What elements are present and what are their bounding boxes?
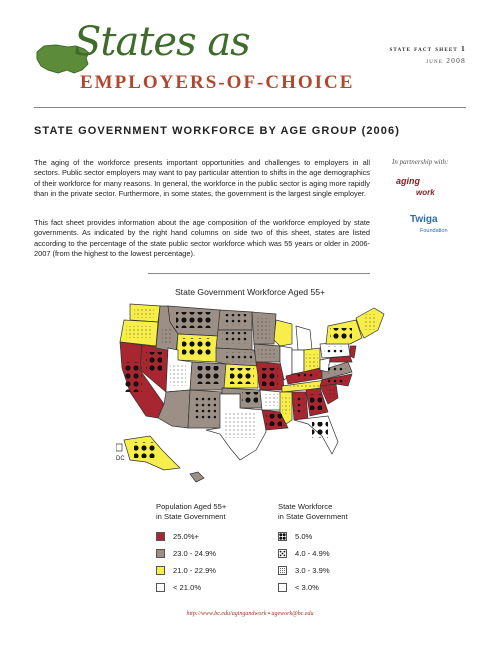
overlay-sc bbox=[326, 388, 336, 398]
legend-row-wf-3: < 3.0% bbox=[278, 579, 348, 596]
overlay-sd bbox=[222, 332, 248, 344]
population-legend-title: Population Aged 55+ in State Government bbox=[156, 502, 227, 521]
legend-swatch-pop-2 bbox=[156, 566, 165, 575]
workforce-legend-title: State Workforce in State Government bbox=[278, 502, 348, 521]
state-mi bbox=[296, 326, 312, 350]
logo-script-text: States as bbox=[74, 19, 250, 65]
legend-row-wf-2: 3.0 - 3.9% bbox=[278, 562, 348, 579]
overlay-id bbox=[162, 328, 172, 344]
legend-row-pop-0: 25.0%+ bbox=[156, 528, 226, 545]
overlay-pa bbox=[324, 346, 344, 354]
overlay-nv bbox=[146, 352, 162, 372]
overlay-ia bbox=[258, 348, 276, 358]
legend-row-wf-1: 4.0 - 4.9% bbox=[278, 545, 348, 562]
header-divider bbox=[34, 107, 466, 108]
overlay-nc bbox=[328, 378, 346, 384]
overlay-ga bbox=[310, 394, 322, 410]
overlay-al bbox=[294, 396, 304, 414]
us-state-map bbox=[116, 300, 406, 494]
description-paragraph: This fact sheet provides information about the age composition of the workforce employed by state governments. As indicated by the right hand columns on side two of this sheet, states are listed according to the percentage of the state public sector workforce which was 55 years or older in 2006-2007 (from the highest to the lowest percentage). bbox=[34, 218, 370, 259]
map-title: State Government Workforce Aged 55+ bbox=[174, 287, 326, 297]
twiga-logo: Twiga bbox=[410, 214, 438, 225]
legend-swatch-pop-3 bbox=[156, 583, 165, 592]
overlay-ks bbox=[230, 368, 254, 384]
aging-work-logo: aging bbox=[396, 176, 420, 186]
state-nj bbox=[350, 346, 356, 358]
overlay-tx bbox=[224, 412, 256, 438]
overlay-ar bbox=[264, 394, 278, 406]
overlay-fl bbox=[312, 422, 328, 438]
legend-row-pop-2: 21.0 - 22.9% bbox=[156, 562, 226, 579]
overlay-ak bbox=[134, 442, 156, 458]
footer-links[interactable]: http://www.bc.edu/agingandwork ▪ agework@bc.edu bbox=[186, 611, 314, 617]
overlay-nd bbox=[224, 314, 248, 326]
overlay-co bbox=[196, 366, 220, 384]
document-title: STATE GOVERNMENT WORKFORCE BY AGE GROUP (2006) bbox=[34, 125, 400, 137]
fact-sheet-series: state fact sheet 1 bbox=[389, 44, 466, 53]
logo-subtitle: EMPLOYERS-OF-CHOICE bbox=[80, 72, 355, 93]
overlay-va bbox=[328, 364, 346, 374]
overlay-ms bbox=[282, 396, 290, 414]
dc-marker bbox=[116, 444, 122, 451]
overlay-tn bbox=[290, 384, 320, 389]
aging-work-logo-sub: work bbox=[416, 188, 435, 197]
legend-swatch-wf-1 bbox=[278, 549, 287, 558]
state-az bbox=[158, 390, 190, 428]
overlay-ca bbox=[124, 362, 142, 392]
twiga-logo-sub: Foundation bbox=[420, 228, 448, 234]
overlay-la bbox=[266, 414, 282, 426]
legend-row-wf-0: 5.0% bbox=[278, 528, 348, 545]
intro-paragraph: The aging of the workforce presents important opportunities and challenges to employers in all sectors. Public sector employers may want to pay particular attention to shifts in the age demographics of their workforce for many reasons. In general, the workforce in the public sector is aging more rapidly than in the private sector. Furthermore, in some states, the government is the largest single employer. bbox=[34, 158, 370, 199]
legend-row-pop-3: < 21.0% bbox=[156, 579, 226, 596]
overlay-ok bbox=[242, 392, 258, 404]
state-in bbox=[292, 350, 304, 374]
overlay-ny bbox=[330, 328, 352, 340]
overlay-wy bbox=[182, 338, 212, 356]
overlay-oh bbox=[306, 354, 318, 368]
partnership-label: In partnership with: bbox=[392, 158, 449, 166]
legend-swatch-wf-2 bbox=[278, 566, 287, 575]
overlay-mn bbox=[256, 318, 270, 340]
fact-sheet-date: june 2008 bbox=[426, 56, 466, 65]
overlay-wa bbox=[134, 308, 154, 318]
overlay-mt bbox=[176, 312, 212, 328]
map-divider bbox=[148, 273, 370, 274]
population-legend bbox=[156, 502, 226, 596]
legend-swatch-wf-0 bbox=[278, 532, 287, 541]
state-hi bbox=[190, 472, 204, 482]
workforce-legend bbox=[278, 502, 348, 596]
legend-row-pop-1: 23.0 - 24.9% bbox=[156, 545, 226, 562]
overlay-new-england bbox=[364, 314, 376, 330]
overlay-ne bbox=[226, 352, 252, 362]
overlay-mo bbox=[262, 368, 278, 386]
legend-swatch-wf-3 bbox=[278, 583, 287, 592]
overlay-nm bbox=[194, 396, 216, 420]
dc-label: DC bbox=[116, 456, 125, 462]
legend-swatch-pop-0 bbox=[156, 532, 165, 541]
overlay-ky bbox=[296, 374, 316, 380]
legend-swatch-pop-1 bbox=[156, 549, 165, 558]
state-wi bbox=[274, 320, 292, 346]
overlay-or bbox=[126, 326, 152, 338]
overlay-ut bbox=[170, 364, 186, 386]
